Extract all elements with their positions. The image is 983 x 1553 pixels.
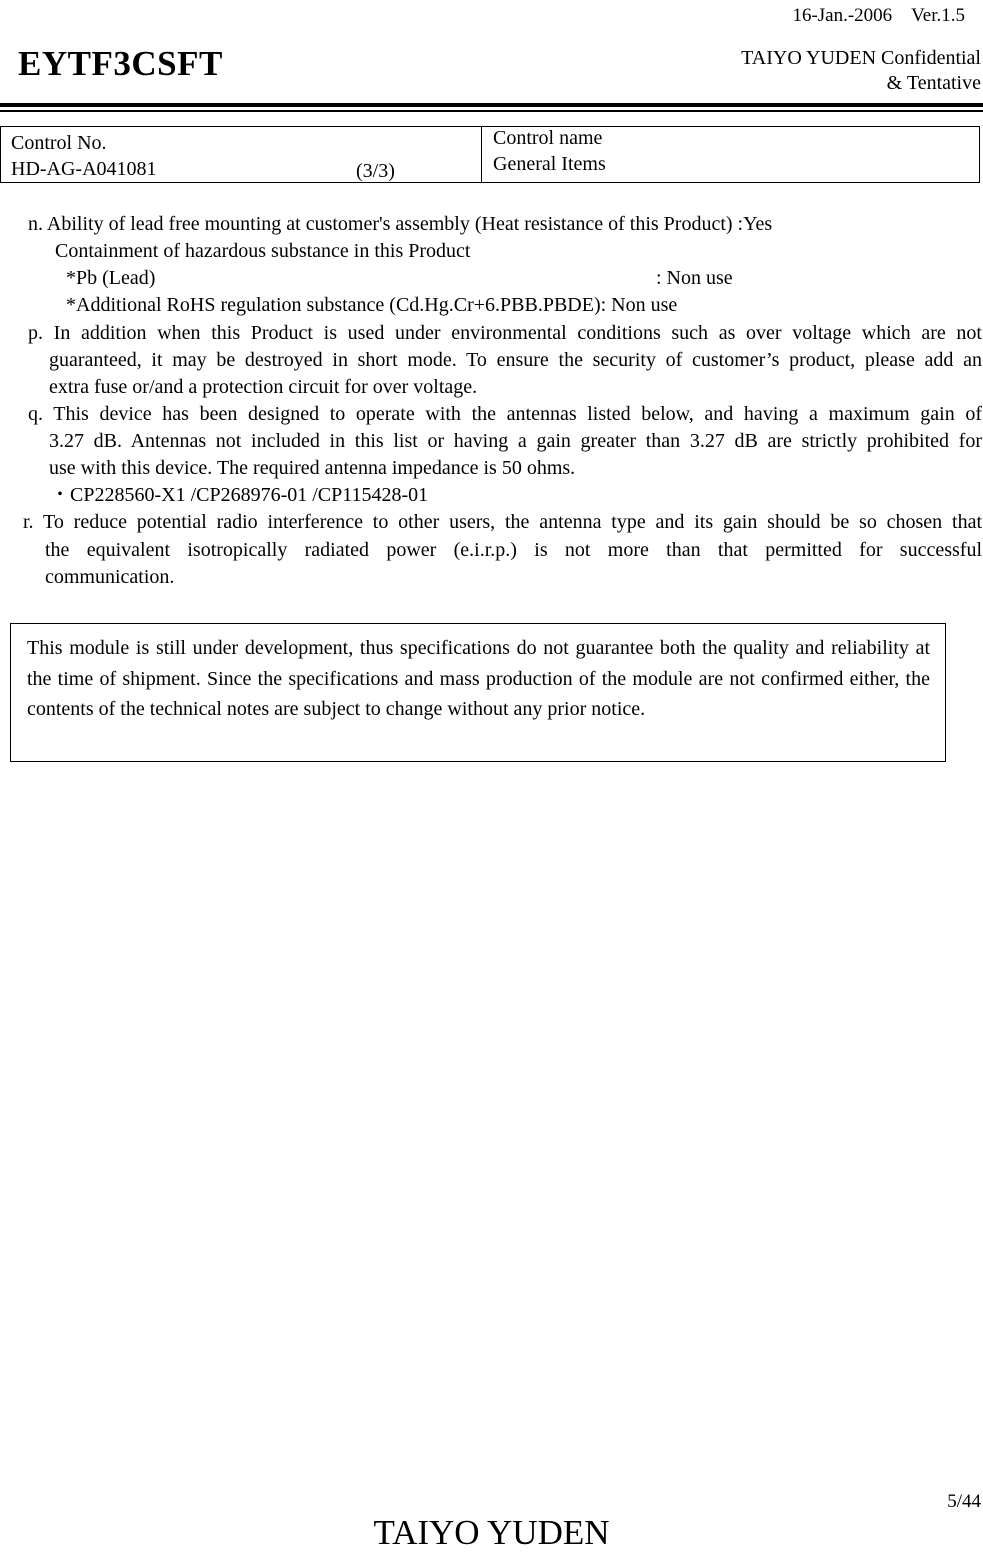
item-p-line-2: guaranteed, it may be destroyed in short mode. To ensure the security of customer’s product, please add an <box>49 349 982 371</box>
footer-company: TAIYO YUDEN <box>373 1513 610 1552</box>
control-page-part: (3/3) <box>356 160 395 182</box>
item-r-line-2: the equivalent isotropically radiated power (e.i.r.p.) is not more than that permitted for successful <box>45 539 982 561</box>
item-q-antenna-list: ・CP228560-X1 /CP268976-01 /CP115428-01 <box>50 484 429 506</box>
item-q-line-2: 3.27 dB. Antennas not included in this list or having a gain greater than 3.27 dB are strictly prohibited for <box>49 430 982 452</box>
page-number: 5/44 <box>947 1491 981 1512</box>
confidential-line-2: & Tentative <box>886 72 981 94</box>
confidential-notice <box>741 46 981 96</box>
item-p-line-3: extra fuse or/and a protection circuit for over voltage. <box>49 376 478 398</box>
item-n-rohs: *Additional RoHS regulation substance (Cd.Hg.Cr+6.PBB.PBDE): Non use <box>66 294 678 316</box>
control-table <box>0 126 980 183</box>
item-n-pb-value: : Non use <box>656 267 733 289</box>
item-p-line-1: p. In addition when this Product is used under environmental conditions such as over voltage which are not <box>28 322 982 344</box>
item-q-line-3: use with this device. The required antenna impedance is 50 ohms. <box>49 457 576 479</box>
development-notice-box <box>10 623 946 762</box>
header-rule-thin <box>0 110 983 112</box>
item-r-line-1: r. To reduce potential radio interference to other users, the antenna type and its gain should be so chosen that <box>23 511 982 533</box>
control-name-cell <box>482 127 979 182</box>
control-no-cell <box>1 127 482 182</box>
item-n-line-1: n. Ability of lead free mounting at customer's assembly (Heat resistance of this Product) :Yes <box>28 213 773 235</box>
control-no-label: Control No. <box>11 132 107 154</box>
development-notice-text: This module is still under development, thus specifications do not guarantee both the quality and reliability at the time of shipment. Since the specifications and mass production of the module are not confirmed either, the contents of the technical notes are subject to change without any prior notice. <box>27 637 930 720</box>
product-code: EYTF3CSFT <box>18 44 223 83</box>
confidential-line-1: TAIYO YUDEN Confidential <box>741 47 981 69</box>
control-no-value: HD-AG-A041081 <box>11 158 157 180</box>
control-name-value: General Items <box>493 153 606 175</box>
item-n-pb-label: *Pb (Lead) <box>66 267 156 289</box>
header-rule-thick <box>0 103 983 107</box>
date-version: 16-Jan.-2006 Ver.1.5 <box>792 5 965 26</box>
item-q-line-1: q. This device has been designed to operate with the antennas listed below, and having a maximum gain of <box>28 403 982 425</box>
item-r-line-3: communication. <box>45 566 175 588</box>
control-name-label: Control name <box>493 127 603 149</box>
item-n-line-2: Containment of hazardous substance in this Product <box>55 240 471 262</box>
